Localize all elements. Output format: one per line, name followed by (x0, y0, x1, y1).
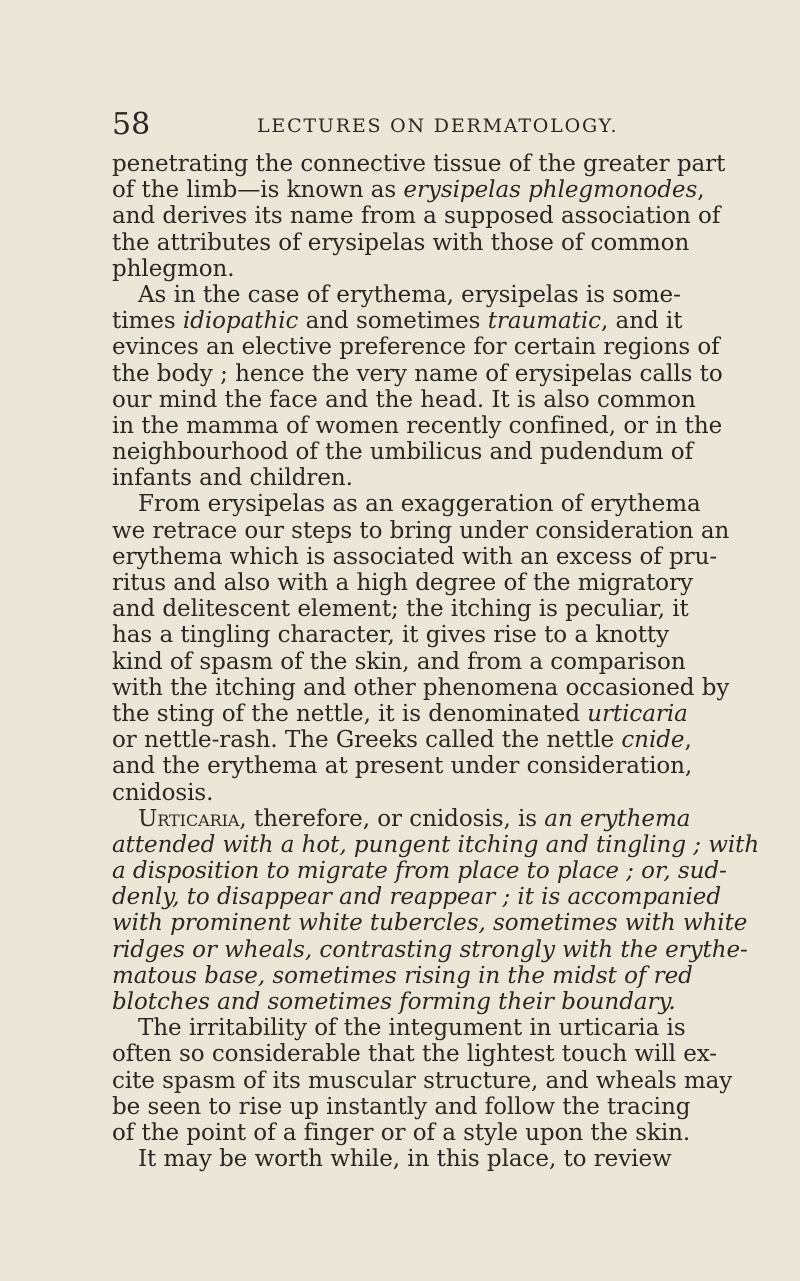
text-line: The irritability of the integument in urticaria is (138, 1015, 686, 1042)
text-line: cnidosis. (112, 779, 214, 806)
text-line: the sting of the nettle, it is denominated urticaria (112, 700, 688, 727)
text-line: a disposition to migrate from place to place ; or, sud- (112, 858, 727, 885)
text-line: As in the case of erythema, erysipelas is some- (138, 281, 681, 308)
text-line: phlegmon. (112, 255, 235, 282)
text-line: times idiopathic and sometimes traumatic, and it (112, 308, 683, 335)
text-line: the attributes of erysipelas with those of common (112, 229, 690, 256)
text-line: Urticaria, therefore, or cnidosis, is an erythema (138, 805, 691, 832)
text-line: erythema which is associated with an excess of pru- (112, 543, 718, 570)
text-line: It may be worth while, in this place, to review (138, 1146, 672, 1173)
text-line: neighbourhood of the umbilicus and pudendum of (112, 439, 694, 466)
text-line: with prominent white tubercles, sometimes with white (112, 910, 748, 937)
text-line: often so considerable that the lightest touch will ex- (112, 1041, 718, 1068)
text-line: has a tingling character, it gives rise to a knotty (112, 622, 670, 649)
running-head (112, 108, 712, 142)
text-line: and derives its name from a supposed association of (112, 203, 721, 230)
text-line: be seen to rise up instantly and follow the tracing (112, 1093, 691, 1120)
page-number: 58 (112, 107, 151, 142)
text-line: in the mamma of women recently confined, or in the (112, 412, 723, 439)
body-text (112, 151, 760, 1173)
text-line: ridges or wheals, contrasting strongly with the erythe- (112, 936, 748, 963)
text-line: evinces an elective preference for certain regions of (112, 334, 720, 361)
text-line: denly, to disappear and reappear ; it is accompanied (112, 884, 722, 911)
text-line: ritus and also with a high degree of the migratory (112, 570, 693, 596)
text-line: From erysipelas as an exaggeration of erythema (138, 491, 701, 518)
text-line: with the itching and other phenomena occasioned by (112, 674, 730, 701)
text-line: attended with a hot, pungent itching and tingling ; with (112, 831, 760, 858)
text-line: blotches and sometimes forming their boundary. (112, 989, 676, 1015)
text-line: and the erythema at present under consideration, (112, 753, 693, 780)
text-line: of the limb—is known as erysipelas phlegmonodes, (112, 177, 705, 204)
text-line: penetrating the connective tissue of the greater part (112, 151, 726, 177)
text-line: and delitescent element; the itching is peculiar, it (112, 596, 689, 623)
text-line: of the point of a finger or of a style upon the skin. (112, 1119, 691, 1146)
text-line: kind of spasm of the skin, and from a comparison (112, 648, 686, 675)
running-head-title: LECTURES ON DERMATOLOGY. (257, 115, 619, 137)
text-line: or nettle-rash. The Greeks called the nettle cnide, (112, 727, 692, 754)
text-line: cite spasm of its muscular structure, and wheals may (112, 1067, 733, 1094)
text-line: matous base, sometimes rising in the midst of red (112, 962, 693, 989)
text-line: our mind the face and the head. It is also common (112, 386, 696, 413)
text-line: we retrace our steps to bring under consideration an (112, 517, 730, 544)
text-line: the body ; hence the very name of erysipelas calls to (112, 360, 723, 387)
text-line: infants and children. (112, 465, 353, 492)
